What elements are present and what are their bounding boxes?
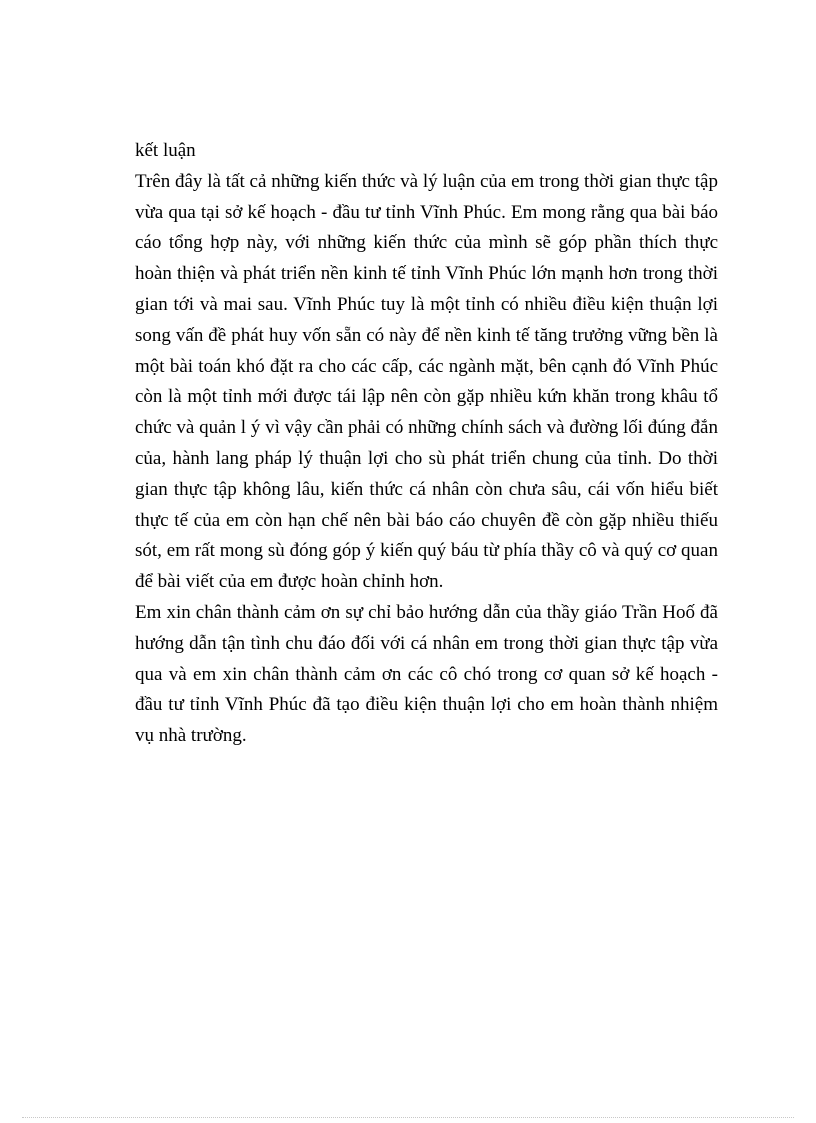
acknowledgement-paragraph: Em xin chân thành cảm ơn sự chỉ bảo hướng dẫn của thầy giáo Trần Hoố đã hướng dẫn tận tình chu đáo đối với cá nhân em trong thời gian thực tập vừa qua và em xin chân thành cảm ơn các cô chó trong cơ quan sở kế hoạch - đầu tư tỉnh Vĩnh Phúc đã tạo điều kiện thuận lợi cho em hoàn thành nhiệm vụ nhà trường.	[135, 601, 718, 747]
section-heading: kết luận	[135, 140, 196, 161]
document-body	[135, 136, 718, 752]
conclusion-paragraph: Trên đây là tất cả những kiến thức và lý luận của em trong thời gian thực tập vừa qua tại sở kế hoạch - đầu tư tỉnh Vĩnh Phúc. Em mong rằng qua bài báo cáo tổng hợp này, với những kiến thức của mình sẽ góp phần thích thực hoàn thiện và phát triển nền kinh tế tỉnh Vĩnh Phúc lớn mạnh hơn trong thời gian tới và mai sau. Vĩnh Phúc tuy là một tỉnh có nhiều điều kiện thuận lợi song vấn đề phát huy vốn sẵn có này để nền kinh tế tăng trưởng vững bền là một bài toán khó đặt ra cho các cấp, các ngành mặt, bên cạnh đó Vĩnh Phúc còn là một tỉnh mới được tái lập nên còn gặp nhiều kứn khăn trong khâu tổ chức và quản l ý vì vậy cần phải có những chính sách và đường lối đúng đắn của, hành lang pháp lý thuận lợi cho sù phát triển chung của tỉnh. Do thời gian thực tập không lâu, kiến thức cá nhân còn chưa sâu, cái vốn hiểu biết thực tế của em còn hạn chế nên bài báo cáo chuyên đề còn gặp nhiều thiếu sót, em rất mong sù đóng góp ý kiến quý báu từ phía thầy cô và quý cơ quan để bài viết của em được hoàn chỉnh hơn.	[135, 170, 718, 593]
page-bottom-divider	[22, 1117, 794, 1118]
